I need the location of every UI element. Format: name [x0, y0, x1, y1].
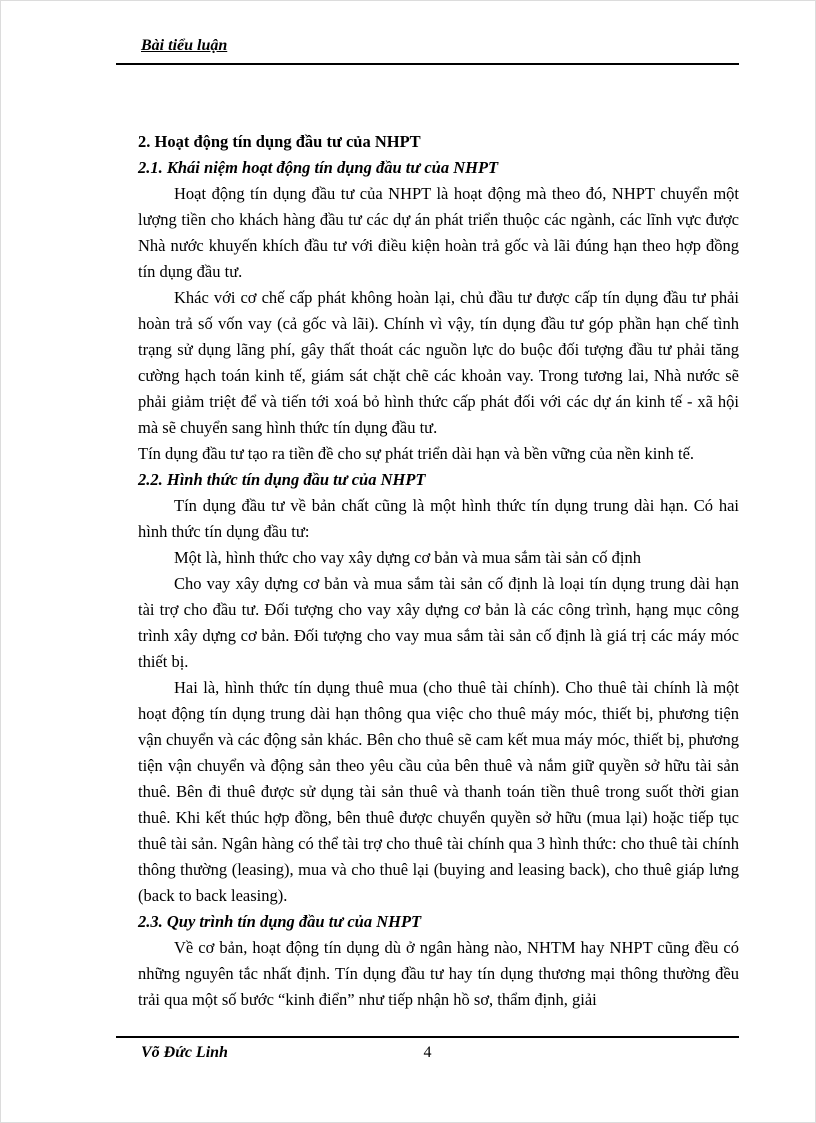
section-heading: 2. Hoạt động tín dụng đầu tư của NHPT	[138, 132, 421, 151]
paragraph-process: Về cơ bản, hoạt động tín dụng dù ở ngân hàng nào, NHTM hay NHPT cũng đều có những nguyên tắc nhất định. Tín dụng đầu tư hay tín dụng thương mại thông thường đều trải qua một số bước “kinh điển” như tiếp nhận hồ sơ, thẩm định, giải	[138, 938, 739, 1009]
paragraph-definition: Hoạt động tín dụng đầu tư của NHPT là hoạt động mà theo đó, NHPT chuyển một lượng tiền cho khách hàng đầu tư các dự án phát triển thuộc các ngành, các lĩnh vực được Nhà nước khuyến khích đầu tư với điều kiện hoàn trả gốc và lãi đúng hạn theo hợp đồng tín dụng đầu tư.	[138, 184, 739, 281]
subsection-heading-2-2: 2.2. Hình thức tín dụng đầu tư của NHPT	[138, 470, 426, 489]
page-header	[116, 37, 739, 65]
footer-row	[116, 1044, 739, 1066]
footer-author: Võ Đức Linh	[141, 1044, 228, 1061]
paragraph-conclusion: Tín dụng đầu tư tạo ra tiền đề cho sự phát triển dài hạn và bền vững của nền kinh tế.	[138, 444, 695, 463]
page-number: 4	[423, 1044, 432, 1061]
paragraph-comparison: Khác với cơ chế cấp phát không hoàn lại, chủ đầu tư được cấp tín dụng đầu tư phải hoàn trả số vốn vay (cả gốc và lãi). Chính vì vậy, tín dụng đầu tư góp phần hạn chế tình trạng sử dụng lãng phí, gây thất thoát các nguồn lực do buộc đối tượng đầu tư phải tăng cường hạch toán kinh tế, giám sát chặt chẽ các khoản vay. Trong tương lai, Nhà nước sẽ phải giảm triệt để và tiến tới xoá bỏ hình thức cấp phát đối với các dự án kinh tế - xã hội mà sẽ chuyển sang hình thức tín dụng đầu tư.	[138, 288, 739, 437]
subsection-heading-2-1: 2.1. Khái niệm hoạt động tín dụng đầu tư của NHPT	[138, 158, 499, 177]
paragraph-form-two: Hai là, hình thức tín dụng thuê mua (cho thuê tài chính). Cho thuê tài chính là một hoạt động tín dụng trung dài hạn thông qua việc cho thuê máy móc, thiết bị, phương tiện vận chuyển và các động sản khác. Bên cho thuê sẽ cam kết mua máy móc, thiết bị, phương tiện vận chuyển và động sản theo yêu cầu của bên thuê và nắm giữ quyền sở hữu tài sản thuê. Bên đi thuê được sử dụng tài sản thuê và thanh toán tiền thuê trong suốt thời gian thuê. Khi kết thúc hợp đồng, bên thuê được chuyển quyền sở hữu (mua lại) hoặc tiếp tục thuê tài sản. Ngân hàng có thể tài trợ cho thuê tài chính qua 3 hình thức: cho thuê tài chính thông thường (leasing), mua và cho thuê lại (buying and leasing back), cho thuê giáp lưng (back to back leasing).	[138, 678, 739, 905]
paragraph-forms-intro: Tín dụng đầu tư về bản chất cũng là một hình thức tín dụng trung dài hạn. Có hai hình thức tín dụng đầu tư:	[138, 496, 739, 541]
page-footer	[116, 1036, 739, 1066]
header-title: Bài tiểu luận	[141, 37, 228, 54]
paragraph-form-one: Một là, hình thức cho vay xây dựng cơ bản và mua sắm tài sản cố định	[174, 548, 641, 567]
subsection-heading-2-3: 2.3. Quy trình tín dụng đầu tư của NHPT	[138, 912, 422, 931]
paragraph-form-one-detail: Cho vay xây dựng cơ bản và mua sắm tài sản cố định là loại tín dụng trung dài hạn tài trợ cho đầu tư. Đối tượng cho vay xây dựng cơ bản là các công trình, hạng mục công trình xây dựng cơ bản. Đối tượng cho vay mua sắm tài sản cố định là giá trị các máy móc thiết bị.	[138, 574, 739, 671]
document-body	[116, 129, 739, 1013]
